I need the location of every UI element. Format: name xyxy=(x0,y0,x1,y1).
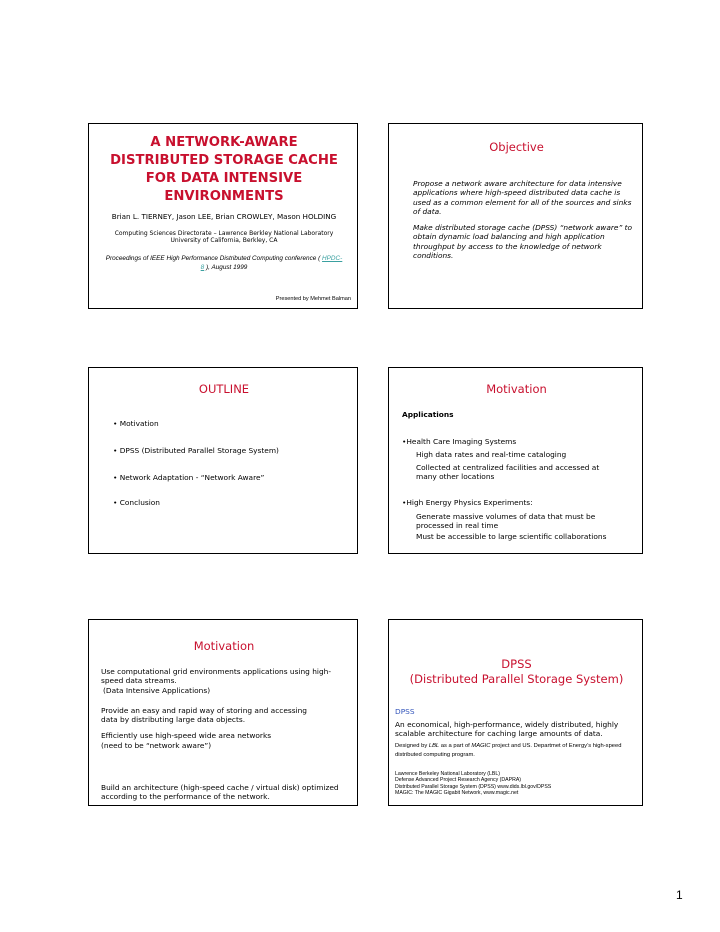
slide-title-objective: Objective xyxy=(489,140,544,154)
page-number: 1 xyxy=(676,888,683,902)
proceedings-citation xyxy=(104,254,344,272)
hpdc-link[interactable]: HPDC-8 xyxy=(200,255,343,271)
motivation-para-3: Efficiently use high-speed wide area networks xyxy=(101,731,272,740)
presenter: Presented by Mehmet Balman xyxy=(275,296,351,302)
slide-dpss xyxy=(388,619,643,806)
magic-abbrev: MAGIC xyxy=(471,743,491,749)
bullet: • xyxy=(113,473,118,482)
slide-title xyxy=(88,123,358,309)
reference-darpa: Defense Advanced Project Research Agency (DAPRA) xyxy=(395,777,522,784)
motivation-para-4: Build an architecture (high-speed cache / virtual disk) optimized according to the performance of the network. xyxy=(101,783,339,802)
slide-title-motivation: Motivation xyxy=(486,382,547,396)
outline-item-motivation: • Motivation xyxy=(113,419,159,428)
paper-title: A NETWORK-AWARE DISTRIBUTED STORAGE CACHE FOR DATA INTENSIVE ENVIRONMENTS xyxy=(110,135,338,204)
dpss-title-line-1: DPSS xyxy=(501,657,532,671)
slide-motivation-grid xyxy=(88,619,358,806)
reference-dpss: Distributed Parallel Storage System (DPSS) www.dids.lbl.gov/DPSS xyxy=(395,783,552,790)
outline-item-dpss: • DPSS (Distributed Parallel Storage System) xyxy=(113,446,279,455)
objective-paragraph-1: Propose a network aware architecture for data intensive applications where high-speed distributed data cache is used as a common element for all of the sources and sinks of data. xyxy=(413,179,632,217)
motivation-para-3b: (need to be “network aware”) xyxy=(101,741,212,750)
objective-paragraph-2: Make distributed storage cache (DPSS) “network aware” to obtain dynamic load balancing and high application throughput by access to the knowledge of network conditions. xyxy=(413,223,633,261)
health-care-sub-2: Collected at centralized facilities and accessed at many other locations xyxy=(416,463,600,482)
bullet: • xyxy=(113,419,118,428)
lbl-abbrev: LBL xyxy=(428,743,440,749)
reference-magic: MAGIC: The MAGIC Gigabit Network, www.magic.net xyxy=(395,790,519,797)
reference-lbl: Lawrence Berkeley National Laboratory (LBL) xyxy=(395,771,500,777)
motivation-para-2: Provide an easy and rapid way of storing and accessing data by distributing large data objects. xyxy=(101,706,307,725)
hep-sub-2: Must be accessible to large scientific collaborations xyxy=(416,532,607,541)
hep-sub-1: Generate massive volumes of data that must be processed in real time xyxy=(416,512,596,531)
motivation-para-1: Use computational grid environments applications using high-speed data streams. xyxy=(101,667,331,686)
outline-item-conclusion: • Conclusion xyxy=(113,498,160,507)
health-care-sub-1: High data rates and real-time cataloging xyxy=(416,450,567,459)
proceedings-prefix: Proceedings of IEEE High Performance Distributed Computing conference ( xyxy=(105,255,321,262)
health-care-item: •Health Care Imaging Systems xyxy=(402,437,517,446)
dpss-description: An economical, high-performance, widely distributed, highly scalable architecture for caching large amounts of data. xyxy=(395,720,619,739)
motivation-para-1b: (Data Intensive Applications) xyxy=(103,686,211,695)
affiliation: Computing Sciences Directorate – Lawrence Berkley National Laboratory University of California, Berkley, CA xyxy=(114,230,334,245)
proceedings-suffix: ), August 1999 xyxy=(206,264,248,271)
slide-title-outline: OUTLINE xyxy=(198,382,250,396)
dpss-references xyxy=(395,771,640,797)
slide-motivation-applications xyxy=(388,367,643,554)
bullet: • xyxy=(113,498,118,507)
slide-outline xyxy=(88,367,358,554)
outline-item-network-adaptation: • Network Adaptation - “Network Aware” xyxy=(113,473,265,482)
hep-item: •High Energy Physics Experiments: xyxy=(402,498,533,507)
applications-heading: Applications xyxy=(402,410,454,419)
bullet: • xyxy=(113,446,118,455)
dpss-title-line-2: (Distributed Parallel Storage System) xyxy=(409,672,624,686)
dpss-label: DPSS xyxy=(395,707,415,716)
slide-title-motivation-2: Motivation xyxy=(193,639,255,653)
dpss-designed-by: Designed by LBL as a part of MAGIC project and US. Departmet of Energy’s high-speed distributed computing program. xyxy=(395,743,622,758)
slide-objective xyxy=(388,123,643,309)
author-list: Brian L. TIERNEY, Jason LEE, Brian CROWLEY, Mason HOLDING xyxy=(111,212,337,221)
